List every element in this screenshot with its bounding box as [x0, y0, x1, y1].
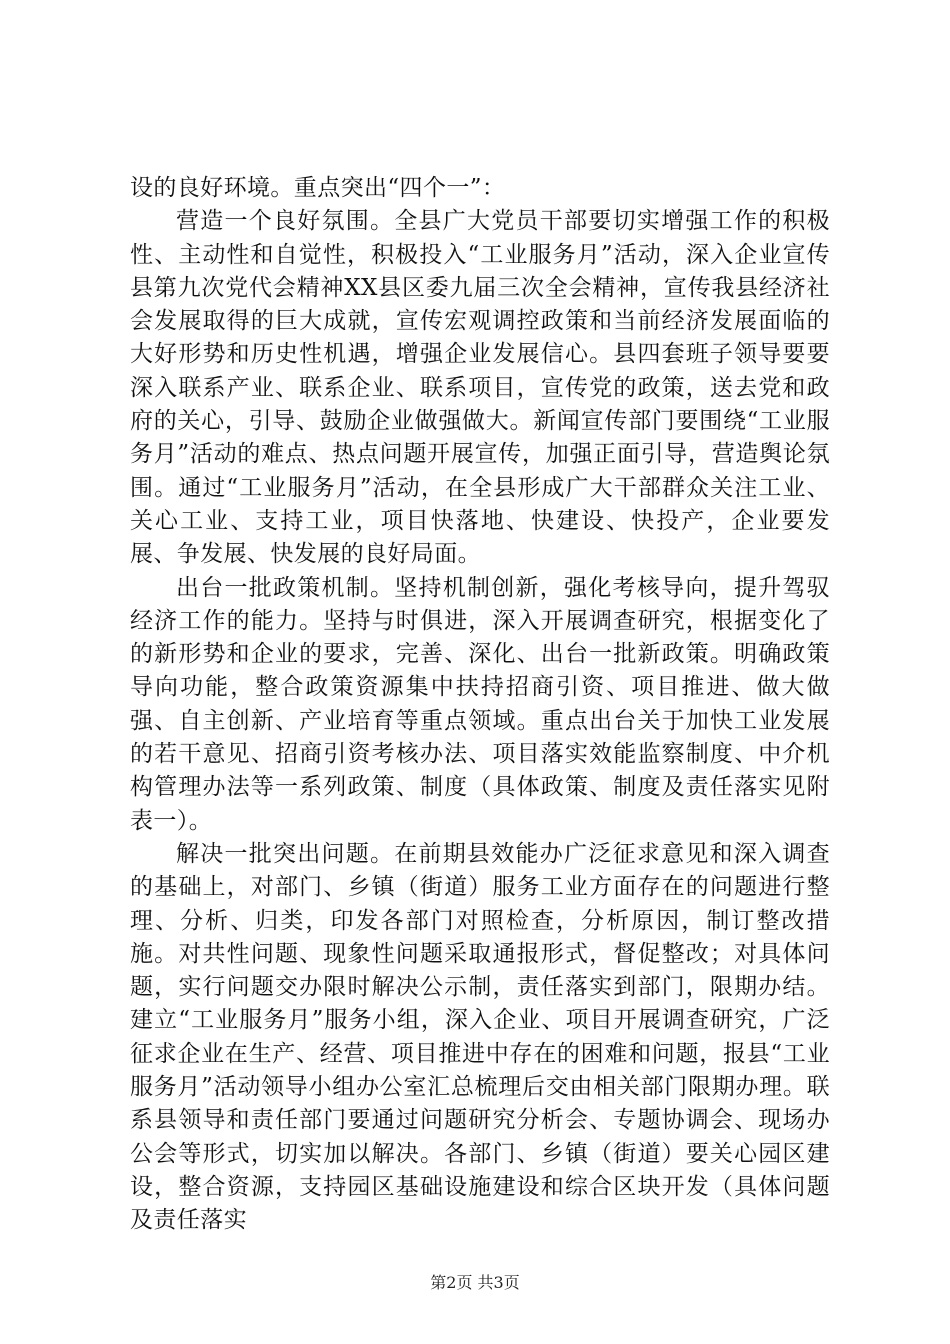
paragraph-policy: 出台一批政策机制。坚持机制创新，强化考核导向，提升驾驭经济工作的能力。坚持与时俱进，深入开展调查研究，根据变化了的新形势和企业的要求，完善、深化、出台一批新政策。明确政策导向功能，整合政策资源集中扶持招商引资、项目推进、做大做强、自主创新、产业培育等重点领域。重点出台关于加快工业发展的若干意见、招商引资考核办法、项目落实效能监察制度、中介机构管理办法等一系列政策、制度（具体政策、制度及责任落实见附表一）。	[130, 574, 830, 834]
page-footer	[0, 1270, 950, 1293]
paragraph-intro-continuation: 设的良好环境。重点突出“四个一”：	[130, 175, 506, 201]
paragraph-problems: 解决一批突出问题。在前期县效能办广泛征求意见和深入调查的基础上，对部门、乡镇（街道）服务工业方面存在的问题进行整理、分析、归类，印发各部门对照检查，分析原因，制订整改措施。对共性问题、现象性问题采取通报形式，督促整改；对具体问题，实行问题交办限时解决公示制，责任落实到部门，限期办结。建立“工业服务月”服务小组，深入企业、项目开展调查研究，广泛征求企业在生产、经营、项目推进中存在的困难和问题，报县“工业服务月”活动领导小组办公室汇总梳理后交由相关部门限期办理。联系县领导和责任部门要通过问题研究分析会、专题协调会、现场办公会等形式，切实加以解决。各部门、乡镇（街道）要关心园区建设，整合资源，支持园区基础设施建设和综合区块开发（具体问题及责任落实	[130, 840, 830, 1234]
paragraph-atmosphere: 营造一个良好氛围。全县广大党员干部要切实增强工作的积极性、主动性和自觉性，积极投入“工业服务月”活动，深入企业宣传县第九次党代会精神XX县区委九届三次全会精神，宣传我县经济社会发展取得的巨大成就，宣传宏观调控政策和当前经济发展面临的大好形势和历史性机遇，增强企业发展信心。县四套班子领导要要深入联系产业、联系企业、联系项目，宣传党的政策，送去党和政府的关心，引导、鼓励企业做强做大。新闻宣传部门要围绕“工业服务月”活动的难点、热点问题开展宣传，加强正面引导，营造舆论氛围。通过“工业服务月”活动，在全县形成广大干部群众关注工业、关心工业、支持工业，项目快落地、快建设、快投产，企业要发展、争发展、快发展的良好局面。	[130, 208, 830, 568]
document-body	[130, 172, 830, 1238]
page-number-label: 第2页 共3页	[430, 1273, 520, 1292]
